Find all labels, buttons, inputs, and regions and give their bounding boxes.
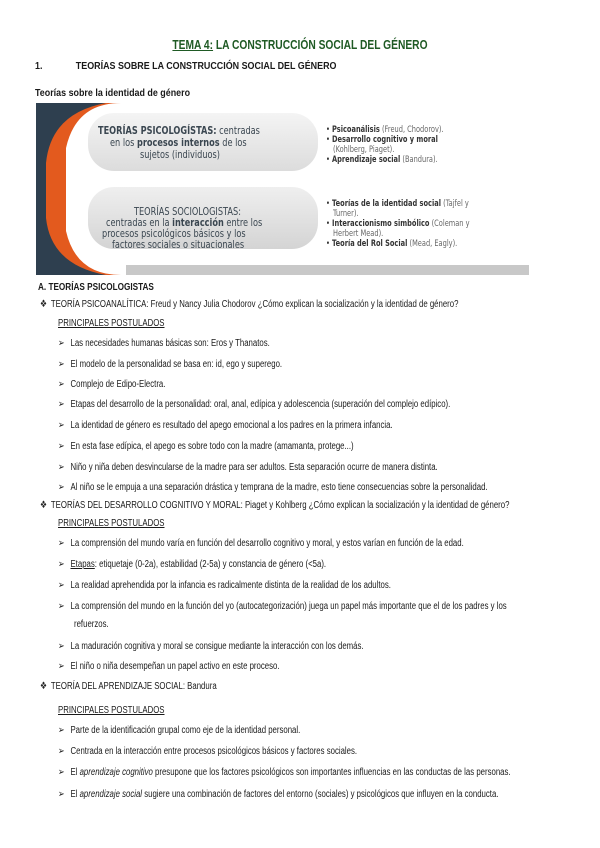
t2-item: ➢ La maduración cognitiva y moral se consigue mediante la interacción con los demás. — [58, 641, 364, 652]
part-a-heading: A. TEORÍAS PSICOLOGISTAS — [38, 281, 154, 293]
t2-item-cont: refuerzos. — [74, 619, 109, 630]
arrow-bullet-icon: ➢ — [58, 767, 65, 778]
list2-item1-cont: Turner). — [333, 209, 359, 219]
t2-item: ➢ El niño o niña desempeñan un papel activo en este proceso. — [58, 661, 280, 672]
theory3-heading: ❖ TEORÍA DEL APRENDIZAJE SOCIAL: Bandura — [40, 681, 217, 692]
theories-figure — [36, 103, 529, 275]
section-number: 1. — [35, 60, 43, 72]
box1-line3: sujetos (individuos) — [140, 149, 220, 161]
list2-item1: • Teorías de la identidad social (Tajfel y — [326, 199, 469, 209]
arrow-bullet-icon: ➢ — [58, 359, 65, 370]
t1-item: ➢ El modelo de la personalidad se basa en: id, ego y superego. — [58, 359, 283, 370]
box2-line3: procesos psicológicos básicos y los — [102, 228, 246, 240]
list2-item3: • Teoría del Rol Social (Mead, Eagly). — [326, 239, 458, 249]
arrow-bullet-icon: ➢ — [58, 601, 65, 612]
t1-item: ➢ Al niño se le empuja a una separación drástica y temprana de la madre, esto tiene consecuencias sobre la personalidad. — [58, 482, 488, 493]
arrow-bullet-icon: ➢ — [58, 379, 65, 390]
list2-item2: • Interaccionismo simbólico (Coleman y — [326, 219, 470, 229]
t1-item: ➢ En esta fase edípica, el apego es sobre todo con la madre (amamanta, protege...) — [58, 441, 354, 452]
arrow-bullet-icon: ➢ — [58, 338, 65, 349]
box2-line4: factores sociales o situacionales — [112, 239, 245, 251]
box1-line1: TEORÍAS PSICOLOGÍSTAS: centradas — [98, 125, 260, 137]
title-rest: LA CONSTRUCCIÓN SOCIAL DEL GÉNERO — [213, 38, 428, 52]
arrow-bullet-icon: ➢ — [58, 641, 65, 652]
arrow-bullet-icon: ➢ — [58, 746, 65, 757]
arrow-bullet-icon: ➢ — [58, 661, 65, 672]
t3-item: ➢ Parte de la identificación grupal como eje de la identidad personal. — [58, 725, 301, 736]
theory1-heading: ❖ TEORÍA PSICOANALÍTICA: Freud y Nancy Julia Chodorov ¿Cómo explican la socialización y la identidad de género? — [40, 299, 459, 310]
arrow-bullet-icon: ➢ — [58, 559, 65, 570]
arrow-bullet-icon: ➢ — [58, 789, 65, 800]
subheading: Teorías sobre la identidad de género — [35, 87, 191, 99]
t1-item: ➢ La identidad de género es resultado del apego emocional a los padres en la primera infancia. — [58, 420, 393, 431]
list1-item3: • Aprendizaje social (Bandura). — [326, 155, 438, 165]
arrow-bullet-icon: ➢ — [58, 538, 65, 549]
title-tema: TEMA 4: — [172, 38, 214, 52]
t2-item: ➢ La comprensión del mundo en la función del yo (autocategorización) juega un papel más importante que el de los padres y los — [58, 601, 507, 612]
arrow-bullet-icon: ➢ — [58, 725, 65, 736]
list1-item1: • Psicoanálisis (Freud, Chodorov). — [326, 125, 444, 135]
page-title — [54, 38, 546, 52]
box2-line2: centradas en la interacción entre los — [106, 217, 263, 229]
arrow-bullet-icon: ➢ — [58, 580, 65, 591]
theory2-heading: ❖ TEORÍAS DEL DESARROLLO COGNITIVO Y MORAL: Piaget y Kohlberg ¿Cómo explican la socialización y la identidad de género? — [40, 500, 510, 511]
t1-item: ➢ Complejo de Edipo-Electra. — [58, 379, 166, 390]
arrow-bullet-icon: ➢ — [58, 441, 65, 452]
list1-item2-cont: (Kohlberg, Piaget). — [333, 145, 395, 155]
t2-item: ➢ La realidad aprehendida por la infancia es radicalmente distinta de la realidad de los adultos. — [58, 580, 391, 591]
t2-item: ➢ Etapas: etiquetaje (0-2a), estabilidad (2-5a) y constancia de género (<5a). — [58, 559, 327, 570]
t3-item: ➢ El aprendizaje social sugiere una combinación de factores del entorno (sociales) y psicológicos que influyen en la conducta. — [58, 789, 499, 800]
box1-line2: en los procesos internos de los — [110, 137, 247, 149]
arrow-bullet-icon: ➢ — [58, 399, 65, 410]
t3-item: ➢ Centrada en la interacción entre procesos psicológicos básicos y factores sociales. — [58, 746, 358, 757]
t3-item: ➢ El aprendizaje cognitivo presupone que los factores psicológicos son importantes influencias en las conductas de las personas. — [58, 767, 511, 778]
theory2-postulados: PRINCIPALES POSTULADOS — [58, 518, 165, 529]
arrow-bullet-icon: ➢ — [58, 420, 65, 431]
section-text: TEORÍAS SOBRE LA CONSTRUCCIÓN SOCIAL DEL GÉNERO — [75, 60, 337, 72]
list1-item2: • Desarrollo cognitivo y moral — [326, 135, 438, 145]
diamond-bullet-icon: ❖ — [40, 299, 47, 310]
diamond-bullet-icon: ❖ — [40, 681, 47, 692]
theory3-postulados: PRINCIPALES POSTULADOS — [58, 705, 165, 716]
figure-strip — [126, 265, 529, 275]
arrow-bullet-icon: ➢ — [58, 482, 65, 493]
t1-item: ➢ Etapas del desarrollo de la personalidad: oral, anal, edípica y adolescencia (superación del complejo edípico). — [58, 399, 451, 410]
arrow-bullet-icon: ➢ — [58, 462, 65, 473]
section-heading — [35, 60, 336, 72]
t2-item: ➢ La comprensión del mundo varía en función del desarrollo cognitivo y moral, y estos varían en función de la edad. — [58, 538, 464, 549]
t1-item: ➢ Las necesidades humanas básicas son: Eros y Thanatos. — [58, 338, 270, 349]
box2-line1: TEORÍAS SOCIOLOGISTAS: — [134, 206, 241, 218]
t1-item: ➢ Niño y niña deben desvincularse de la madre para ser adultos. Esta separación ocurre de manera distinta. — [58, 462, 438, 473]
theory1-postulados: PRINCIPALES POSTULADOS — [58, 318, 165, 329]
list2-item2-cont: Herbert Mead). — [333, 229, 384, 239]
diamond-bullet-icon: ❖ — [40, 500, 47, 511]
